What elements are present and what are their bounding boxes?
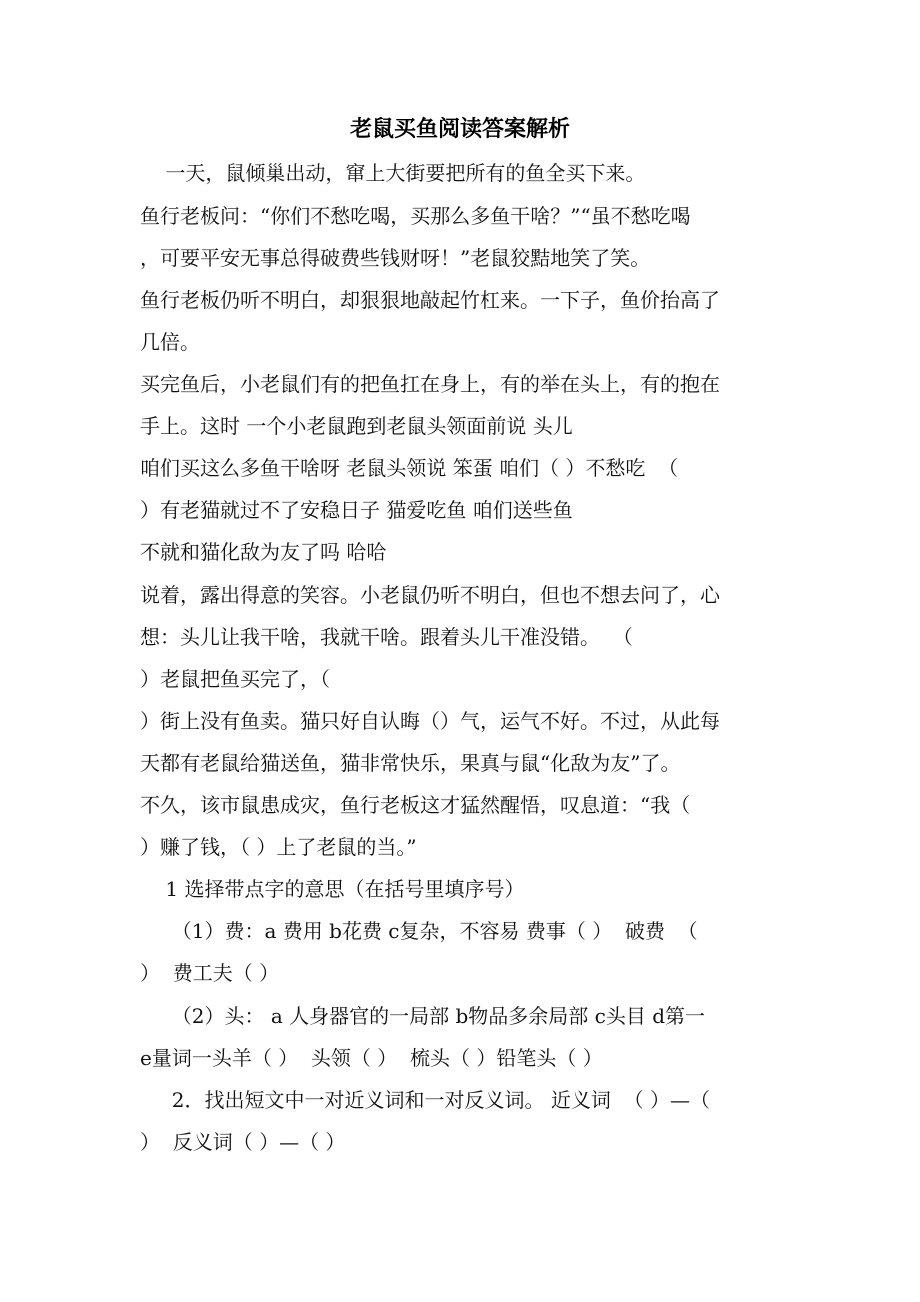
- text-line: 天都有老鼠给猫送鱼，猫非常快乐，果真与鼠“化敌为友”了。: [140, 751, 681, 775]
- text-line: 鱼行老板仍听不明白，却狠狠地敲起竹杠来。一下子，鱼价抬高了: [140, 288, 720, 312]
- text-line: 说着，露出得意的笑容。小老鼠仍听不明白，但也不想去问了，心: [140, 583, 720, 607]
- text-line: ）赚了钱，（ ）上了老鼠的当。”: [140, 835, 417, 859]
- text-line: 鱼行老板问：“你们不愁吃喝，买那么多鱼干啥？”“虽不愁吃喝: [140, 204, 691, 228]
- text-line: 不久，该市鼠患成灾，鱼行老板这才猛然醒悟，叹息道：“我（: [140, 793, 691, 817]
- question-1-part-2-cont: e量词一头羊（ ） 头领（ ） 梳头（ ）铅笔头（ ）: [140, 1046, 603, 1070]
- question-2: 2．找出短文中一对近义词和一对反义词。 近义词 （ ）—（: [140, 1088, 710, 1112]
- question-1-part-1: （1）费：a 费用 b花费 c复杂，不容易 费事（ ） 破费 （: [140, 919, 698, 943]
- text-line: ，可要平安无事总得破费些钱财呀！”老鼠狡黠地笑了笑。: [140, 246, 651, 270]
- text-line: ）老鼠把鱼买完了，（: [140, 667, 330, 691]
- text-line: 想：头儿让我干啥，我就干啥。跟着头儿干准没错。 （: [140, 625, 633, 649]
- question-1-part-1-cont: ） 费工夫（ ）: [140, 961, 280, 985]
- text-line: 买完鱼后，小老鼠们有的把鱼扛在身上，有的举在头上，有的抱在: [140, 372, 720, 396]
- question-1-heading: 1 选择带点字的意思（在括号里填序号）: [140, 877, 525, 901]
- text-line: ）街上没有鱼卖。猫只好自认晦（）气，运气不好。不过，从此每: [140, 709, 720, 733]
- text-line: 手上。这时 一个小老鼠跑到老鼠头领面前说 头儿: [140, 414, 573, 438]
- text-line: 一天，鼠倾巢出动，窜上大街要把所有的鱼全买下来。: [140, 161, 646, 185]
- text-line: 不就和猫化敌为友了吗 哈哈: [140, 540, 387, 564]
- text-line: 咱们买这么多鱼干啥呀 老鼠头领说 笨蛋 咱们（ ）不愁吃 （: [140, 456, 679, 480]
- text-line: 几倍。: [140, 330, 200, 354]
- question-2-cont: ） 反义词（ ）—（ ）: [140, 1130, 346, 1154]
- text-line: ）有老猫就过不了安稳日子 猫爱吃鱼 咱们送些鱼: [140, 498, 573, 522]
- document-title: 老鼠买鱼阅读答案解析: [349, 116, 570, 142]
- question-1-part-2: （2）头： a 人身器官的一局部 b物品多余局部 c头目 d第一: [140, 1004, 706, 1028]
